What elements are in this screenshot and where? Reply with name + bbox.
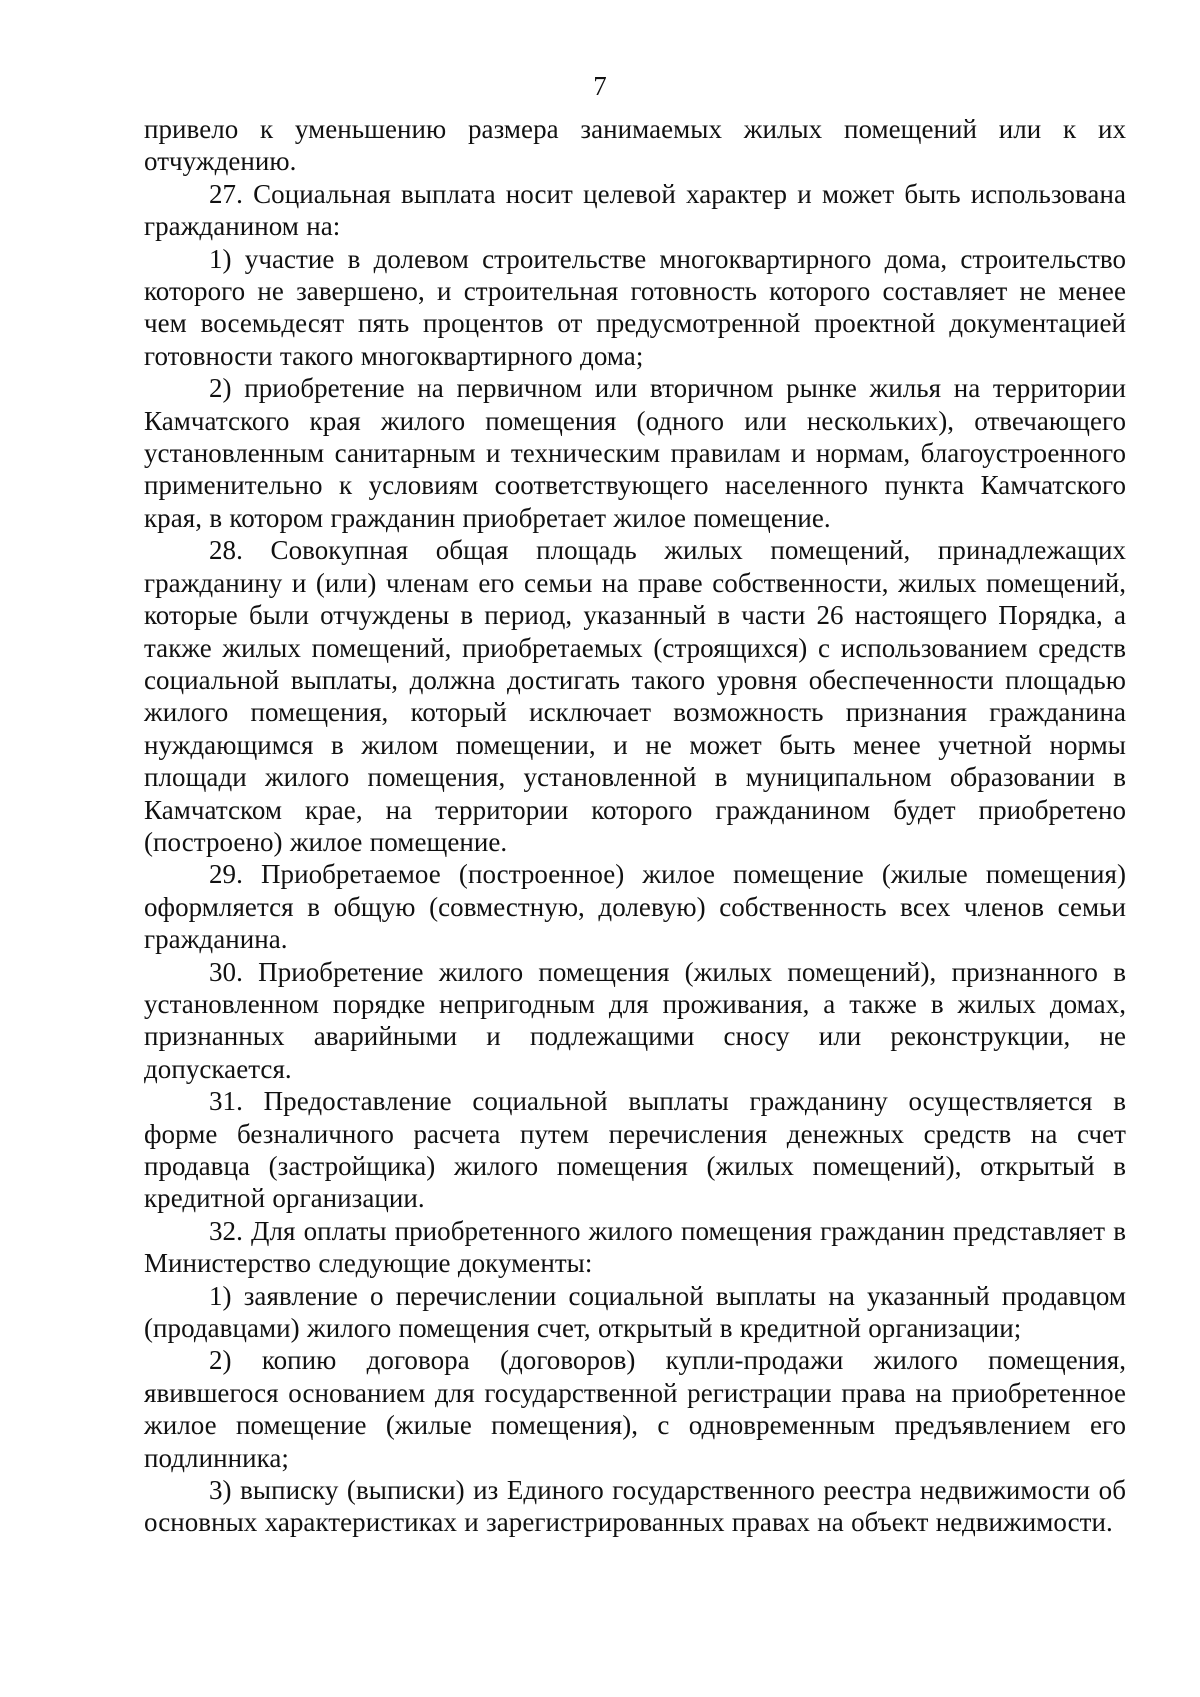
paragraph-clause-32: 32. Для оплаты приобретенного жилого помещения гражданин представляет в Министерство следующие документы: xyxy=(144,1215,1126,1279)
document-body xyxy=(144,113,1126,1539)
paragraph-clause-28: 28. Совокупная общая площадь жилых помещений, принадлежащих гражданину и (или) членам его семьи на праве собственности, жилых помещений, которые были отчуждены в период, указанный в части 26 настоящего Порядка, а также жилых помещений, приобретаемых (строящихся) с использованием средств социальной выплаты, должна достигать такого уровня обеспеченности площадью жилого помещения, который исключает возможность признания гражданина нуждающимся в жилом помещении, и не может быть менее учетной нормы площади жилого помещения, установленной в муниципальном образовании в Камчатском крае, на территории которого гражданином будет приобретено (построено) жилое помещение. xyxy=(144,535,1126,857)
paragraph-clause-32-item-2: 2) копию договора (договоров) купли-продажи жилого помещения, явившегося основанием для государственной регистрации права на приобретенное жилое помещение (жилые помещения), с одновременным предъявлением его подлинника; xyxy=(144,1345,1126,1473)
paragraph-clause-27: 27. Социальная выплата носит целевой характер и может быть использована гражданином на: xyxy=(144,178,1126,242)
paragraph-clause-32-item-1: 1) заявление о перечислении социальной выплаты на указанный продавцом (продавцами) жилого помещения счет, открытый в кредитной организации; xyxy=(144,1280,1126,1344)
paragraph-clause-29: 29. Приобретаемое (построенное) жилое помещение (жилые помещения) оформляется в общую (совместную, долевую) собственность всех членов семьи гражданина. xyxy=(144,859,1126,955)
paragraph-clause-30: 30. Приобретение жилого помещения (жилых помещений), признанного в установленном порядке непригодным для проживания, а также в жилых домах, признанных аварийными и подлежащими сносу или реконструкции, не допускается. xyxy=(144,956,1126,1084)
paragraph-clause-27-item-1: 1) участие в долевом строительстве многоквартирного дома, строительство которого не завершено, и строительная готовность которого составляет не менее чем восемьдесят пять процентов от предусмотренной проектной документацией готовности такого многоквартирного дома; xyxy=(144,243,1126,371)
paragraph-clause-31: 31. Предоставление социальной выплаты гражданину осуществляется в форме безналичного расчета путем перечисления денежных средств на счет продавца (застройщика) жилого помещения (жилых помещений), открытый в кредитной организации. xyxy=(144,1086,1126,1214)
paragraph-clause-27-item-2: 2) приобретение на первичном или вторичном рынке жилья на территории Камчатского края жилого помещения (одного или нескольких), отвечающего установленным санитарным и техническим правилам и нормам, благоустроенного применительно к условиям соответствующего населенного пункта Камчатского края, в котором гражданин приобретает жилое помещение. xyxy=(144,373,1126,533)
paragraph-continuation: привело к уменьшению размера занимаемых жилых помещений или к их отчуждению. xyxy=(144,114,1126,177)
paragraph-clause-32-item-3: 3) выписку (выписки) из Единого государственного реестра недвижимости об основных характеристиках и зарегистрированных правах на объект недвижимости. xyxy=(144,1475,1126,1538)
page-number: 7 xyxy=(593,71,607,101)
